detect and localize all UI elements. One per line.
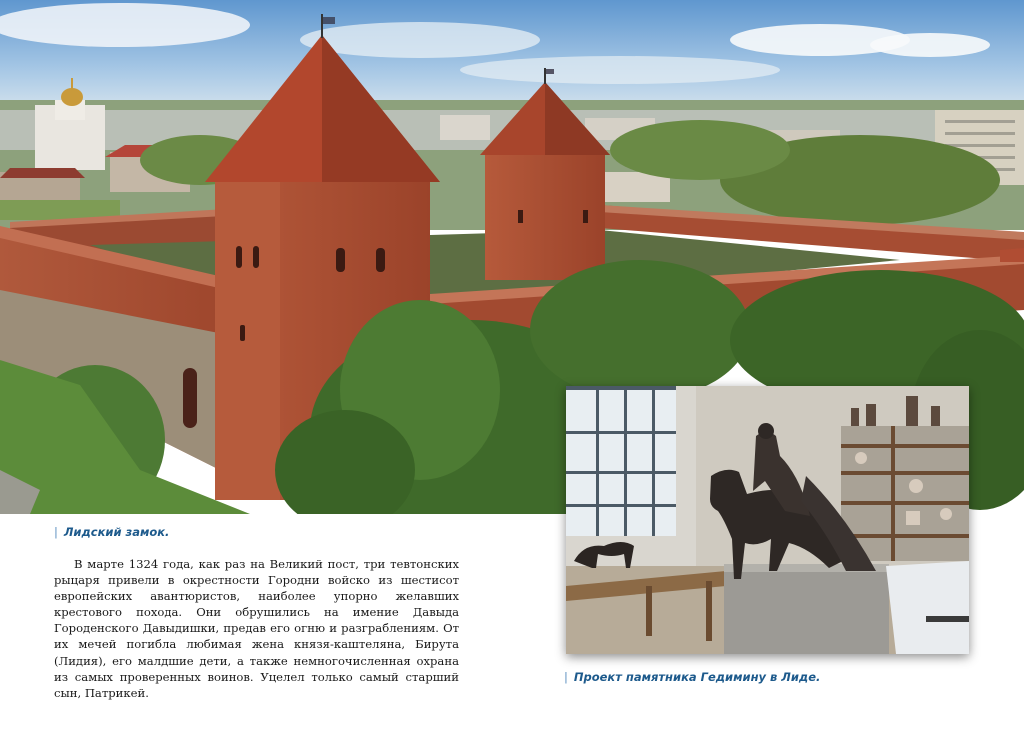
sculpture-photo-caption — [564, 670, 820, 684]
caption-marker: | — [54, 525, 58, 539]
sculpture-photo — [566, 386, 969, 654]
castle-photo-caption — [54, 525, 169, 539]
article-paragraph: В марте 1324 года, как раз на Великий пост, три тевтонских рыцаря привели в окрестности Городни войско из шестисот европейских авантюристов, наиболее упорно желавших крестового похода. Они обрушились на имение Давыда Городенского Давыдишки, предав его огню и разграблениям. От их мечей погибла любимая жена князя-каштеляна, Бирута (Лидия), его малдшие дети, а также немногочисленная охрана из самых проверенных воинов. Уцелел только самый старший сын, Патрикей. — [54, 557, 459, 700]
sculpture-caption-text: Проект памятника Гедимину в Лиде. — [573, 670, 821, 684]
caption-marker: | — [564, 670, 568, 684]
castle-caption-text: Лидский замок. — [63, 525, 170, 539]
